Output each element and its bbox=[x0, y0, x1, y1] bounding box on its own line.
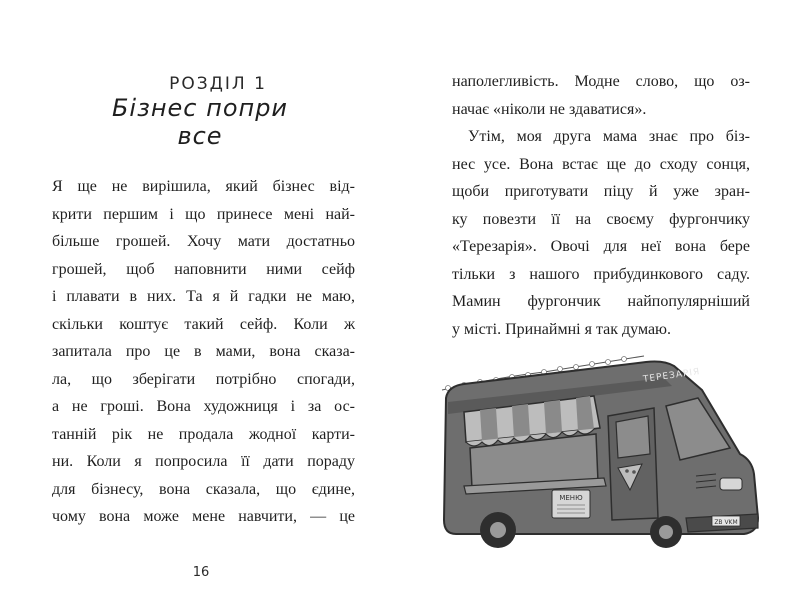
door-window bbox=[616, 416, 650, 458]
text-line: начає «ніколи не здаватися». bbox=[452, 100, 647, 118]
text-line: щоби приготувати піцу й уже зран- bbox=[452, 183, 750, 200]
text-line: крити першим і що принесе мені най- bbox=[52, 205, 355, 223]
text-line: Мамин фургончик найпопулярніший bbox=[452, 293, 750, 310]
food-truck-illustration bbox=[434, 350, 770, 550]
text-line: танній рік не продала жодної карти- bbox=[52, 425, 355, 443]
right-page bbox=[400, 0, 800, 615]
text-line: «Терезарія». Овочі для неї вона бере bbox=[452, 238, 750, 255]
text-line: Я ще не вирішила, який бізнес від- bbox=[52, 178, 355, 195]
left-body-text bbox=[52, 173, 355, 531]
text-line: у місті. Принаймні я так думаю. bbox=[452, 320, 672, 338]
text-line: нес усе. Вона встає ще до сходу сонця, bbox=[452, 155, 750, 173]
text-line: для бізнесу, вона сказала, що єдине, bbox=[52, 480, 355, 498]
van-sign: ТЕРЕЗАРІЯ bbox=[642, 367, 701, 385]
right-body-text bbox=[452, 68, 750, 343]
text-line: і плавати в них. Та я й гадки не маю, bbox=[52, 288, 355, 305]
text-line: наполегливість. Модне слово, що оз- bbox=[452, 73, 750, 90]
page-number: 16 bbox=[192, 565, 210, 580]
text-line: скільки коштує такий сейф. Коли ж bbox=[52, 315, 355, 333]
text-line: ку повезти її на своєму фургончику bbox=[452, 210, 750, 228]
text-line: чому вона може мене навчити, — це bbox=[52, 508, 355, 525]
text-line: більше грошей. Хочу мати достатньо bbox=[52, 233, 355, 250]
text-line: ла, що зберігати потрібно спогади, bbox=[52, 370, 355, 388]
text-line: запитала про це в мами, вона сказа- bbox=[52, 343, 355, 360]
chapter-title: Бізнес попри все bbox=[111, 94, 289, 150]
headlight bbox=[720, 478, 742, 490]
menu-sign: МЕНЮ bbox=[559, 494, 583, 502]
wheel-rear bbox=[480, 512, 516, 548]
text-line: тільки з нашого прибудинкового саду. bbox=[452, 265, 750, 283]
wheel-front bbox=[650, 516, 682, 548]
license-plate-text: ZB VKM bbox=[714, 519, 738, 526]
text-line: Утім, моя друга мама знає про біз- bbox=[468, 128, 750, 145]
text-line: ни. Коли я попросила її дати пораду bbox=[52, 453, 355, 470]
text-line: грошей, щоб наповнити ними сейф bbox=[52, 260, 355, 278]
chapter-label: РОЗДІЛ 1 bbox=[169, 74, 267, 94]
text-line: а не гроші. Вона художниця і за ос- bbox=[52, 398, 355, 415]
